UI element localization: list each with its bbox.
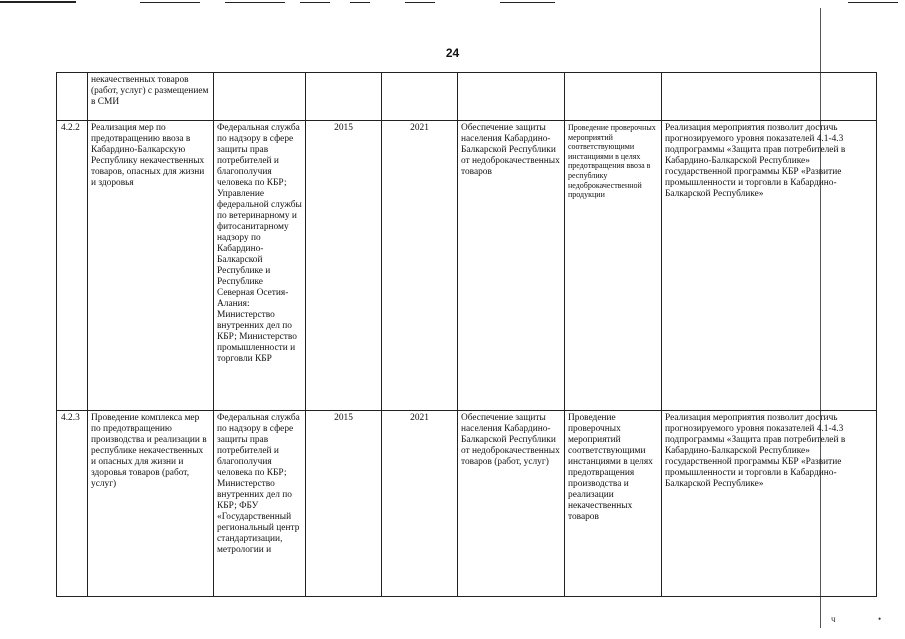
row-number: [57, 73, 88, 121]
start-year: 2015: [306, 121, 382, 411]
description: Проведение проверочных мероприятий соответствующими инстанциями в целях предотвращения производства и реализации некачественных товаров: [565, 411, 662, 597]
scan-artifact-line: [405, 2, 435, 3]
corner-mark: •: [878, 614, 882, 624]
activity-name: Проведение комплекса мер по предотвращению производства и реализации в республике некачественных и опасных для жизни и здоровья товаров (работ, услуг): [88, 411, 214, 597]
goal: Обеспечение защиты населения Кабардино-Балкарской Республики от недоброкачественных товаров (работ, услуг): [458, 411, 565, 597]
corner-mark: ч: [831, 614, 836, 624]
row-number: 4.2.3: [57, 411, 88, 597]
end-year: 2021: [382, 411, 458, 597]
table-row: [57, 73, 877, 121]
result: Реализация мероприятия позволит достичь прогнозируемого уровня показателей 4.1-4.3 подпрограммы «Защита прав потребителей в Кабардино-Балкарской Республике» государственной программы КБР «Развитие промышленности и торговли в Кабардино-Балкарской Республике»: [662, 411, 877, 597]
start-year: 2015: [306, 411, 382, 597]
end-year: 2021: [382, 121, 458, 411]
scan-artifact-line: [300, 2, 330, 3]
goal: [458, 73, 565, 121]
scan-artifact-line: [225, 2, 285, 3]
activity-name: Реализация мер по предотвращению ввоза в Кабардино-Балкарскую Республику некачественных товаров, опасных для жизни и здоровья: [88, 121, 214, 411]
scan-artifact-line: [500, 2, 555, 3]
description: Проведение проверочных мероприятий соответствующими инстанциями в целях предотвращения ввоза в республику недоброкачественной продукции: [565, 121, 662, 411]
goal: Обеспечение защиты населения Кабардино-Балкарской Республики от недоброкачественных товаров: [458, 121, 565, 411]
scan-artifact-line: [350, 2, 370, 3]
scan-artifact-line: [140, 2, 200, 3]
program-activities-table: [56, 72, 877, 597]
table-row: [57, 121, 877, 411]
executor: [214, 73, 306, 121]
page-number: 24: [445, 46, 460, 60]
executor: Федеральная служба по надзору в сфере защиты прав потребителей и благополучия человека по КБР; Управление федеральной службы по ветеринарному и фитосанитарному надзору по Кабардино-Балкарской Республике и Республике Северная Осетия-Алания: Министерство внутренних дел по КБР; Министерство промышленности и торговли КБР: [214, 121, 306, 411]
result: Реализация мероприятия позволит достичь прогнозируемого уровня показателей 4.1-4.3 подпрограммы «Защита прав потребителей в Кабардино-Балкарской Республике» государственной программы КБР «Развитие промышленности и торговли в Кабардино-Балкарской Республике»: [662, 121, 877, 411]
activity-name: некачественных товаров (работ, услуг) с размещением в СМИ: [88, 73, 214, 121]
executor: Федеральная служба по надзору в сфере защиты прав потребителей и благополучия человека по КБР; Министерство внутренних дел по КБР; ФБУ «Государственный региональный центр стандартизации, метрологии и: [214, 411, 306, 597]
end-year: [382, 73, 458, 121]
scan-artifact-line: [0, 1, 76, 3]
result: [662, 73, 877, 121]
row-number: 4.2.2: [57, 121, 88, 411]
table-row: [57, 411, 877, 597]
start-year: [306, 73, 382, 121]
scan-artifact-line: [848, 2, 898, 3]
description: [565, 73, 662, 121]
